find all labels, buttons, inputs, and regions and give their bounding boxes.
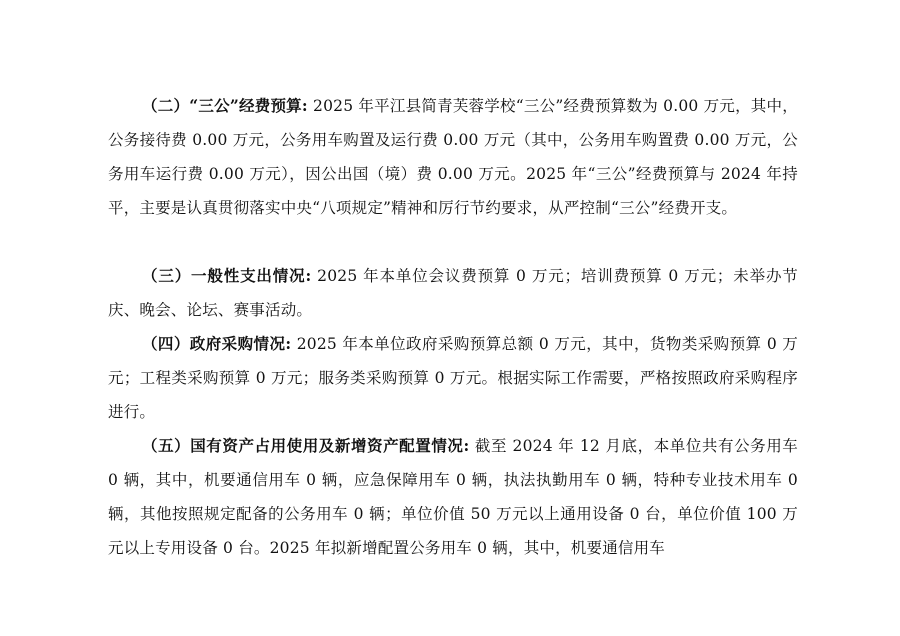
section-body: 截至 2024 年 12 月底，本单位共有公务用车 0 辆，其中，机要通信用车 0 辆，应急保障用车 0 辆，执法执勤用车 0 辆，特种专业技术用车 0 辆，其他按照规定配备的公务用车 0 辆；单位价值 50 万元以上通用设备 0 台，单位价值 100 万元以上专用设备 0 台。2025 年拟新增配置公务用车 0 辆，其中，机要通信用车 (108, 437, 798, 557)
section-state-assets (108, 429, 798, 565)
section-heading: （二）“三公”经费预算: (142, 96, 308, 115)
section-heading: （三）一般性支出情况: (142, 266, 312, 285)
section-three-public-expenses (108, 89, 798, 225)
section-general-expenditure (108, 259, 798, 327)
section-heading: （五）国有资产占用使用及新增资产配置情况: (142, 436, 470, 455)
section-government-procurement (108, 327, 798, 429)
section-body: 2025 年平江县简青芙蓉学校“三公”经费预算数为 0.00 万元，其中，公务接待费 0.00 万元，公务用车购置及运行费 0.00 万元（其中，公务用车购置费 0.00 万元，公务用车运行费 0.00 万元），因公出国（境）费 0.00 万元。2025 年“三公”经费预算与 2024 年持平，主要是认真贯彻落实中央“八项规定”精神和厉行节约要求，从严控制“三公”经费开支。 (108, 97, 798, 217)
section-body: 2025 年本单位会议费预算 0 万元；培训费预算 0 万元；未举办节庆、晚会、论坛、赛事活动。 (108, 267, 798, 319)
section-heading: （四）政府采购情况: (142, 334, 292, 353)
section-body: 2025 年本单位政府采购预算总额 0 万元，其中，货物类采购预算 0 万元；工程类采购预算 0 万元；服务类采购预算 0 万元。根据实际工作需要，严格按照政府采购程序进行。 (108, 335, 798, 421)
